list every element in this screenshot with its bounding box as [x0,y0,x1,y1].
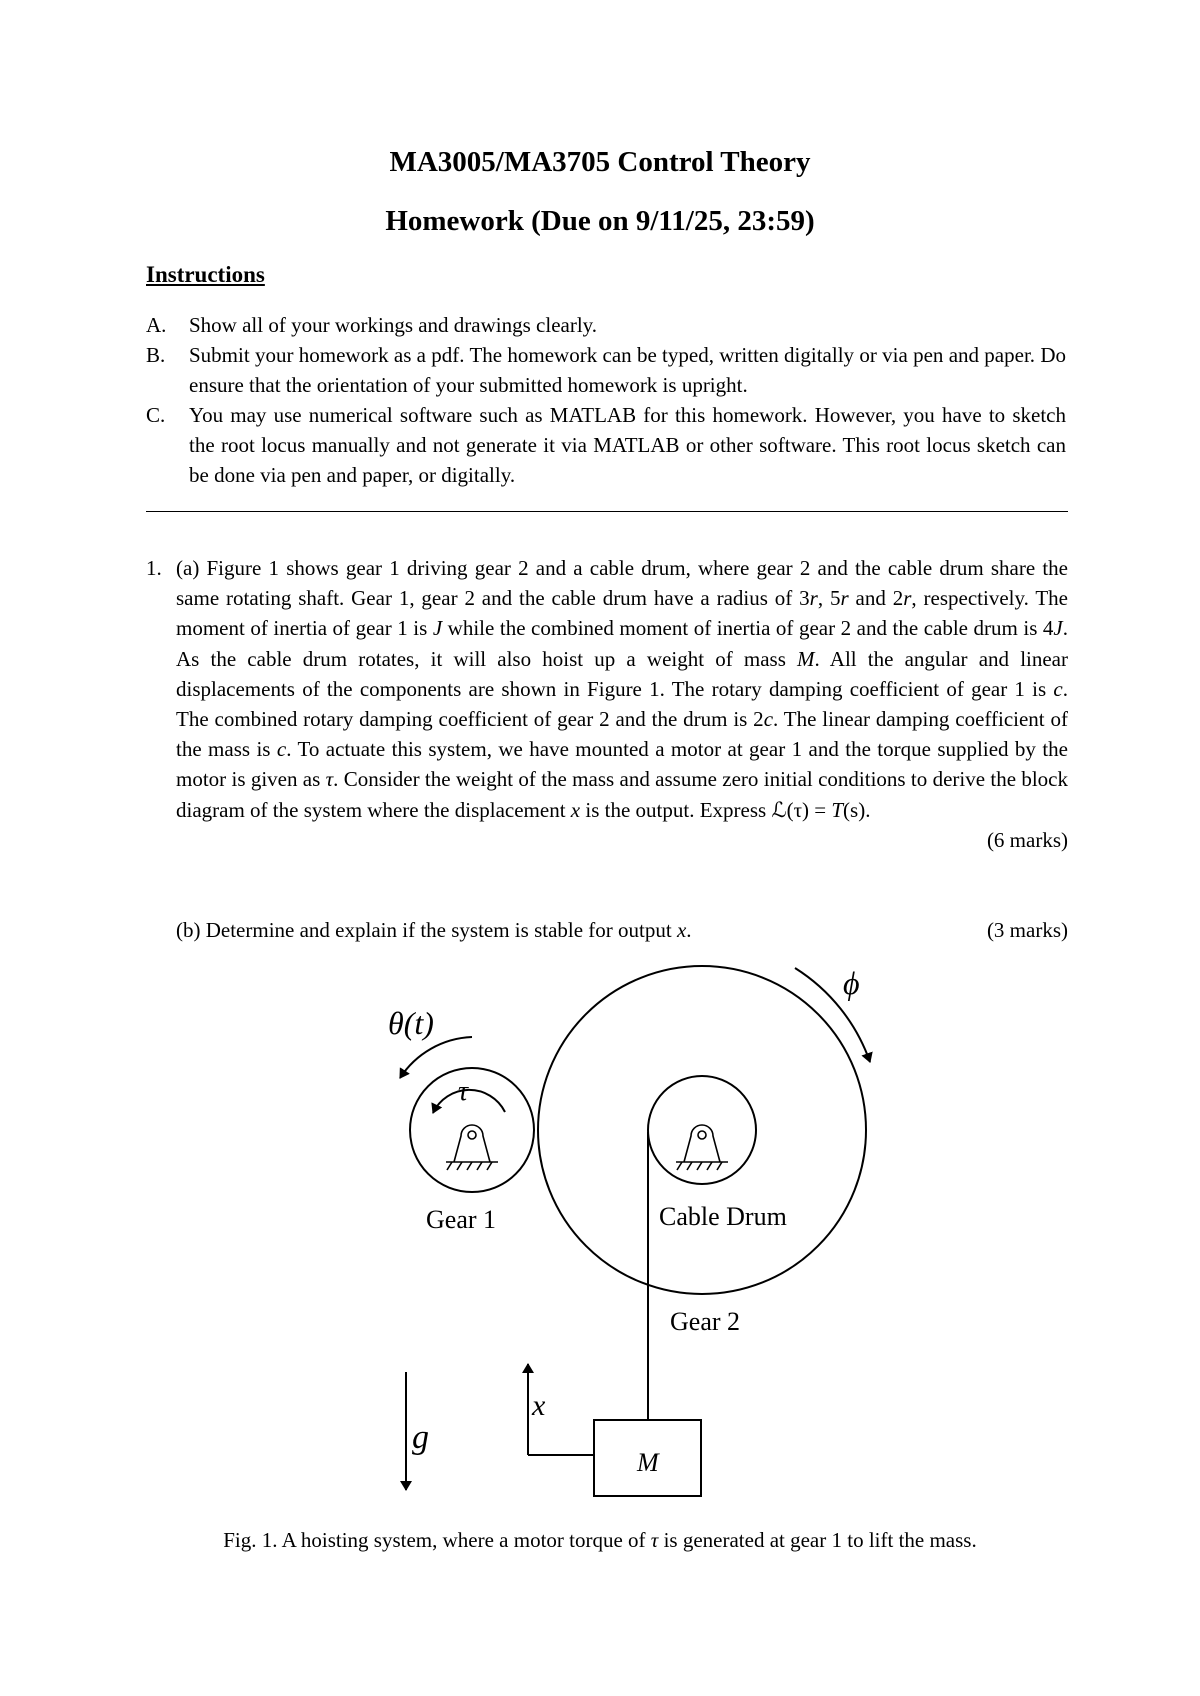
q1a-var: c [276,737,287,762]
gear-2-circle [538,966,866,1294]
instruction-letter: A. [146,313,167,337]
q1b-end: . [686,918,692,942]
question-1 [146,553,1068,855]
phi-label: ϕ [843,965,860,1001]
q1a-text: (s). [843,797,871,822]
q1a-var: c [1053,676,1063,701]
q1a-var: r [903,586,912,611]
question-1-part-b [176,918,1068,943]
q1a-var: τ [325,767,334,792]
q1a-marks: (6 marks) [986,827,1068,852]
q1a-var: T [831,797,844,822]
question-1-part-a [146,553,1068,855]
q1b-text [176,918,692,943]
q1a-text: . The combined rotary damping coefficient of gear 2 and the drum is 2 [176,676,1068,732]
gear-1-pivot-icon [446,1125,498,1170]
mass-label: M [637,1448,659,1477]
q1a-text: . Consider the weight of the mass and assume zero initial conditions to derive the block diagram of the system where the displacement [176,767,1068,822]
q1a-text: and 2 [848,586,904,611]
q1a-var: J [1053,616,1063,641]
gear-2-label: Gear 2 [670,1307,741,1336]
q1a-text: , respectively. The moment of inertia of gear 1 is [176,586,1069,641]
instruction-text: Show all of your workings and drawings clearly. [189,313,598,337]
instruction-letter: B. [146,343,166,367]
q1a-var: J [432,616,443,641]
q1a-var: c [763,707,774,732]
cable-drum-label: Cable Drum [659,1202,787,1231]
section-divider [146,511,1068,512]
hoisting-system-figure [0,950,1200,1520]
q1a-text: . As the cable drum rotates, it will also hoist up a weight of mass [176,616,1068,671]
q1a-text: . All the angular and linear displacements of the components are shown in Figure 1. The rotary damping coefficient of gear 1 is [176,646,1068,701]
q1a-var: r [840,586,849,611]
q1a-laplace: ℒ(τ) = [771,797,832,822]
gear-1-label: Gear 1 [426,1205,497,1234]
q1a-text: , 5 [817,586,841,611]
q1a-text: . To actuate this system, we have mounted a motor at gear 1 and the torque supplied by the motor is given as [176,737,1068,792]
q1b-prompt: (b) Determine and explain if the system is stable for output [176,918,677,942]
instruction-letter: C. [146,403,166,427]
document-subtitle: Homework (Due on 9/11/25, 23:59) [385,205,815,237]
tau-label: τ [458,1076,469,1107]
instructions-list [146,310,1066,490]
theta-label: θ(t) [388,1005,434,1041]
q1a-var: M [797,646,815,671]
instruction-item [146,340,1066,400]
figure-caption [0,1528,1200,1553]
theta-arrow-icon [400,1037,472,1078]
gravity-label: g [412,1419,429,1456]
instruction-text: Submit your homework as a pdf. The homework can be typed, written digitally or via pen and paper. Do ensure that the orientation of your submitted homework is upright. [189,343,1066,397]
caption-text: is generated at gear 1 to lift the mass. [658,1528,977,1552]
instruction-item [146,310,1066,340]
instructions-heading: Instructions [146,262,265,287]
x-label: x [532,1389,546,1422]
instruction-text: You may use numerical software such as MATLAB for this homework. However, you have to sketch the root locus manually and not generate it via MATLAB or other software. This root locus sketch can be done via pen and paper, or digitally. [189,403,1066,487]
caption-var: τ [650,1528,659,1552]
instruction-item [146,400,1066,490]
q1a-text: while the combined moment of inertia of gear 2 and the cable drum is 4 [442,616,1054,641]
q1a-text: (a) Figure 1 shows gear 1 driving gear 2 and a cable drum, where gear 2 and the cable drum share the same rotating shaft. Gear 1, gear 2 and the cable drum have a radius of 3 [176,556,1068,611]
q1a-var: r [809,586,818,611]
tau-arrow-icon [433,1090,505,1113]
q1a-text: is the output. Express [580,797,772,822]
cable-drum-circle [648,1076,756,1184]
q1b-var: x [676,918,687,942]
question-number: 1. [146,556,162,580]
question-1a-text [176,553,1068,855]
q1b-marks: (3 marks) [986,918,1068,942]
gear-1-circle [410,1068,534,1192]
q1a-var: x [570,797,581,822]
q1a-text: . The linear damping coefficient of the mass is [176,707,1068,762]
caption-text: Fig. 1. A hoisting system, where a motor torque of [223,1528,651,1552]
document-title: MA3005/MA3705 Control Theory [389,146,811,178]
drum-pivot-icon [676,1125,728,1170]
